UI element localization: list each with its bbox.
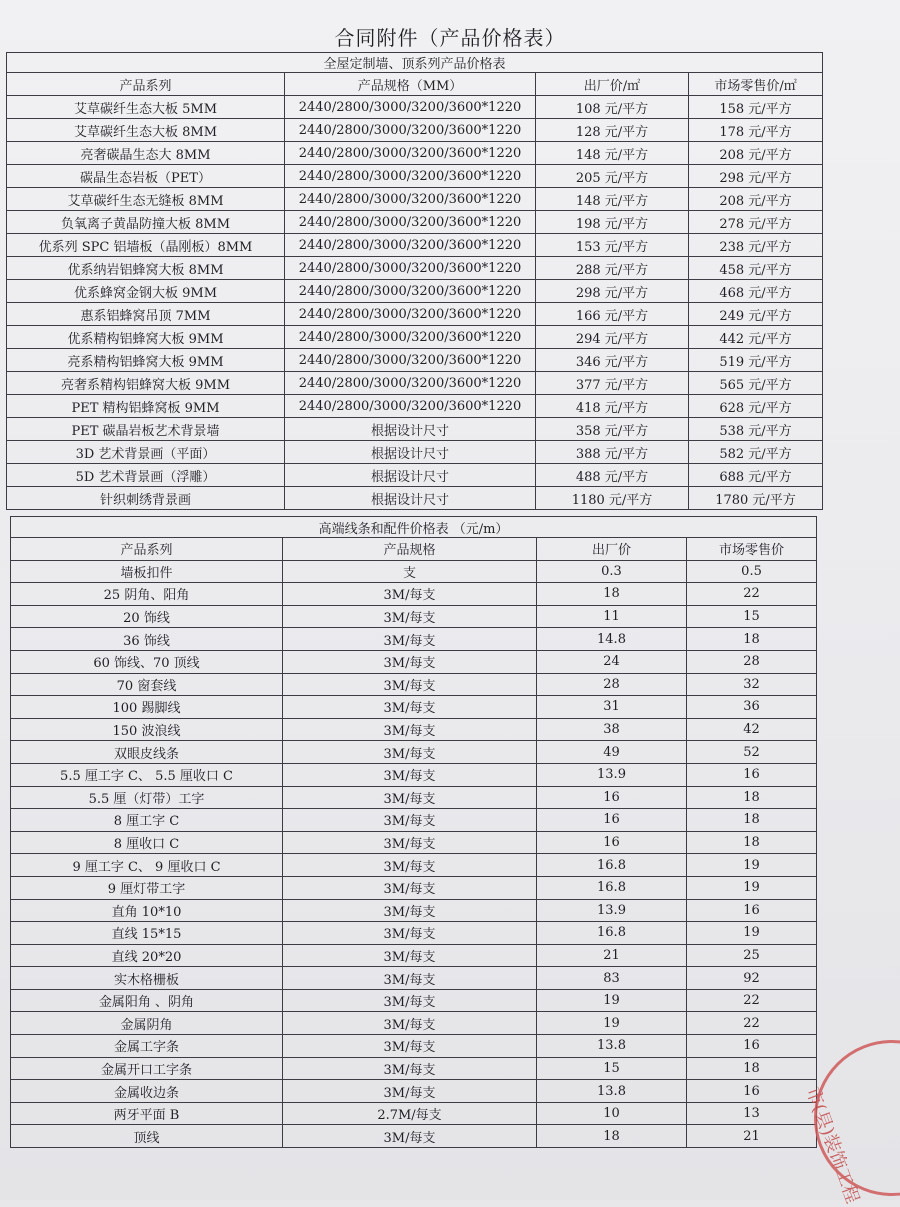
table-cell: 碳晶生态岩板（PET） xyxy=(7,165,285,188)
table-cell: 3M/每支 xyxy=(283,876,537,899)
table-cell: 10 xyxy=(537,1102,687,1125)
table-cell: 108 元/平方 xyxy=(536,96,689,119)
table-cell: 5.5 厘（灯带）工字 xyxy=(11,786,283,809)
table-row xyxy=(11,786,817,809)
table-cell: 148 元/平方 xyxy=(536,188,689,211)
table-cell: 49 xyxy=(537,741,687,764)
table-cell: 5D 艺术背景画（浮雕） xyxy=(7,464,285,487)
table-cell: 2440/2800/3000/3200/3600*1220 xyxy=(285,303,536,326)
table-row xyxy=(11,1125,817,1148)
table-row xyxy=(11,876,817,899)
table-row xyxy=(11,696,817,719)
table-cell: 18 xyxy=(687,809,817,832)
table-cell: 艾草碳纤生态大板 5MM xyxy=(7,96,285,119)
table-cell: 惠系铝蜂窝吊顶 7MM xyxy=(7,303,285,326)
table-cell: 3M/每支 xyxy=(283,696,537,719)
table-cell: 16 xyxy=(537,809,687,832)
table-row xyxy=(7,372,823,395)
table-row xyxy=(11,560,817,583)
column-header: 产品系列 xyxy=(7,73,285,96)
table-cell: 3M/每支 xyxy=(283,831,537,854)
table-cell: 70 窗套线 xyxy=(11,673,283,696)
table-cell: 358 元/平方 xyxy=(536,418,689,441)
table-cell: 298 元/平方 xyxy=(689,165,823,188)
table-cell: 亮奢碳晶生态大 8MM xyxy=(7,142,285,165)
column-header: 市场零售价 xyxy=(687,538,817,561)
table-cell: 60 饰线、70 顶线 xyxy=(11,650,283,673)
table-cell: 538 元/平方 xyxy=(689,418,823,441)
table-cell: 0.5 xyxy=(687,560,817,583)
table-cell: 178 元/平方 xyxy=(689,119,823,142)
table-row xyxy=(11,1080,817,1103)
table-cell: 42 xyxy=(687,718,817,741)
table-cell: 3M/每支 xyxy=(283,718,537,741)
table-cell: 22 xyxy=(687,989,817,1012)
table-cell: 3M/每支 xyxy=(283,650,537,673)
table-row xyxy=(7,349,823,372)
table-row xyxy=(11,922,817,945)
table-row xyxy=(11,763,817,786)
table-cell: 两牙平面 B xyxy=(11,1102,283,1125)
table-row xyxy=(11,1012,817,1035)
table-cell: 153 元/平方 xyxy=(536,234,689,257)
table-cell: 16 xyxy=(687,899,817,922)
table-row xyxy=(7,395,823,418)
column-header: 产品规格 xyxy=(283,538,537,561)
table-cell: 418 元/平方 xyxy=(536,395,689,418)
table-row xyxy=(7,280,823,303)
table-cell: 9 厘工字 C、 9 厘收口 C xyxy=(11,854,283,877)
column-header: 产品系列 xyxy=(11,538,283,561)
table-cell: 208 元/平方 xyxy=(689,142,823,165)
table-cell: 3M/每支 xyxy=(283,741,537,764)
table-cell: 205 元/平方 xyxy=(536,165,689,188)
table-row xyxy=(11,899,817,922)
table-row xyxy=(7,211,823,234)
table-cell: 249 元/平方 xyxy=(689,303,823,326)
table-cell: 2440/2800/3000/3200/3600*1220 xyxy=(285,211,536,234)
table-cell: 3M/每支 xyxy=(283,1035,537,1058)
table-cell: 458 元/平方 xyxy=(689,257,823,280)
table-cell: 31 xyxy=(537,696,687,719)
table-cell: 根据设计尺寸 xyxy=(285,464,536,487)
table-cell: 16.8 xyxy=(537,876,687,899)
table-cell: 16 xyxy=(537,786,687,809)
table-cell: 顶线 xyxy=(11,1125,283,1148)
table-cell: 2440/2800/3000/3200/3600*1220 xyxy=(285,395,536,418)
table-cell: 13.8 xyxy=(537,1080,687,1103)
table-cell: 金属收边条 xyxy=(11,1080,283,1103)
table-row xyxy=(7,441,823,464)
table-cell: 18 xyxy=(687,786,817,809)
table-cell: 优系蜂窝金钢大板 9MM xyxy=(7,280,285,303)
document-title: 合同附件（产品价格表） xyxy=(334,26,566,50)
table-cell: 13.9 xyxy=(537,899,687,922)
table-cell: 24 xyxy=(537,650,687,673)
table-row xyxy=(11,673,817,696)
table-cell: 32 xyxy=(687,673,817,696)
table-cell: 直线 15*15 xyxy=(11,922,283,945)
table-cell: 2440/2800/3000/3200/3600*1220 xyxy=(285,96,536,119)
table-cell: 9 厘灯带工字 xyxy=(11,876,283,899)
table-row xyxy=(11,1102,817,1125)
table-cell: 148 元/平方 xyxy=(536,142,689,165)
table-row xyxy=(11,605,817,628)
table-row xyxy=(7,165,823,188)
table-row xyxy=(11,944,817,967)
table-cell: 3M/每支 xyxy=(283,1057,537,1080)
table-row xyxy=(7,142,823,165)
table-cell: 3M/每支 xyxy=(283,967,537,990)
table-cell: 16 xyxy=(687,1035,817,1058)
table-cell: 388 元/平方 xyxy=(536,441,689,464)
table-row xyxy=(7,487,823,510)
table-cell: 2440/2800/3000/3200/3600*1220 xyxy=(285,257,536,280)
table-cell: 688 元/平方 xyxy=(689,464,823,487)
table-cell: 15 xyxy=(687,605,817,628)
table-cell: 8 厘收口 C xyxy=(11,831,283,854)
table-cell: 2440/2800/3000/3200/3600*1220 xyxy=(285,349,536,372)
table-cell: 支 xyxy=(283,560,537,583)
table-cell: 238 元/平方 xyxy=(689,234,823,257)
table-cell: 28 xyxy=(687,650,817,673)
table-cell: 565 元/平方 xyxy=(689,372,823,395)
table-cell: 3M/每支 xyxy=(283,899,537,922)
table-cell: 488 元/平方 xyxy=(536,464,689,487)
table-cell: 2440/2800/3000/3200/3600*1220 xyxy=(285,142,536,165)
table-cell: 双眼皮线条 xyxy=(11,741,283,764)
table-cell: 13.9 xyxy=(537,763,687,786)
table-cell: 3M/每支 xyxy=(283,763,537,786)
table-caption-row xyxy=(7,53,823,73)
table-cell: 128 元/平方 xyxy=(536,119,689,142)
table-cell: 3M/每支 xyxy=(283,1125,537,1148)
table-cell: 3M/每支 xyxy=(283,605,537,628)
table-cell: 198 元/平方 xyxy=(536,211,689,234)
table-cell: 3M/每支 xyxy=(283,583,537,606)
table-cell: 优系纳岩铝蜂窝大板 8MM xyxy=(7,257,285,280)
table-cell: 直角 10*10 xyxy=(11,899,283,922)
table-cell: 22 xyxy=(687,1012,817,1035)
table-cell: 19 xyxy=(687,922,817,945)
table-row xyxy=(7,418,823,441)
table-row xyxy=(7,234,823,257)
table-cell: 艾草碳纤生态无缝板 8MM xyxy=(7,188,285,211)
table-cell: 2440/2800/3000/3200/3600*1220 xyxy=(285,326,536,349)
table-cell: 19 xyxy=(687,876,817,899)
table-cell: 2440/2800/3000/3200/3600*1220 xyxy=(285,280,536,303)
table-row xyxy=(11,809,817,832)
table-cell: 2440/2800/3000/3200/3600*1220 xyxy=(285,165,536,188)
table-cell: 优系列 SPC 铝墙板（晶刚板）8MM xyxy=(7,234,285,257)
table-cell: 36 xyxy=(687,696,817,719)
table-cell: 25 阴角、阳角 xyxy=(11,583,283,606)
table-cell: PET 精构铝蜂窝板 9MM xyxy=(7,395,285,418)
table-cell: 298 元/平方 xyxy=(536,280,689,303)
table-cell: 16.8 xyxy=(537,854,687,877)
table-row xyxy=(7,96,823,119)
table-cell: 3M/每支 xyxy=(283,944,537,967)
table-cell: 5.5 厘工字 C、 5.5 厘收口 C xyxy=(11,763,283,786)
table-cell: 金属阳角 、阴角 xyxy=(11,989,283,1012)
table-cell: 468 元/平方 xyxy=(689,280,823,303)
table-cell: 1180 元/平方 xyxy=(536,487,689,510)
column-header: 出厂价/㎡ xyxy=(536,73,689,96)
table-cell: 582 元/平方 xyxy=(689,441,823,464)
table-cell: 377 元/平方 xyxy=(536,372,689,395)
table-caption: 高端线条和配件价格表 （元/m） xyxy=(11,517,817,538)
table-cell: PET 碳晶岩板艺术背景墙 xyxy=(7,418,285,441)
table-row xyxy=(7,188,823,211)
table-caption: 全屋定制墙、顶系列产品价格表 xyxy=(7,53,823,73)
table-cell: 2440/2800/3000/3200/3600*1220 xyxy=(285,188,536,211)
table-cell: 21 xyxy=(687,1125,817,1148)
table-cell: 25 xyxy=(687,944,817,967)
table-row xyxy=(11,831,817,854)
table-caption-row xyxy=(11,517,817,538)
table-cell: 8 厘工字 C xyxy=(11,809,283,832)
table-cell: 519 元/平方 xyxy=(689,349,823,372)
table-cell: 金属阴角 xyxy=(11,1012,283,1035)
table-cell: 11 xyxy=(537,605,687,628)
wall-ceiling-price-table xyxy=(6,52,823,510)
table-header-row xyxy=(11,538,817,561)
table-row xyxy=(11,1035,817,1058)
table-cell: 150 波浪线 xyxy=(11,718,283,741)
table-cell: 288 元/平方 xyxy=(536,257,689,280)
table-cell: 2440/2800/3000/3200/3600*1220 xyxy=(285,119,536,142)
table-cell: 442 元/平方 xyxy=(689,326,823,349)
table-cell: 18 xyxy=(537,1125,687,1148)
table-cell: 金属开口工字条 xyxy=(11,1057,283,1080)
table-cell: 15 xyxy=(537,1057,687,1080)
table-row xyxy=(7,326,823,349)
table-row xyxy=(7,464,823,487)
table-cell: 实木格栅板 xyxy=(11,967,283,990)
table-cell: 3D 艺术背景画（平面） xyxy=(7,441,285,464)
table-row xyxy=(11,628,817,651)
table-cell: 根据设计尺寸 xyxy=(285,441,536,464)
table-cell: 18 xyxy=(687,831,817,854)
table-cell: 3M/每支 xyxy=(283,854,537,877)
table-cell: 负氧离子黄晶防撞大板 8MM xyxy=(7,211,285,234)
table-cell: 346 元/平方 xyxy=(536,349,689,372)
trim-accessory-price-table xyxy=(10,516,817,1148)
table-cell: 19 xyxy=(537,1012,687,1035)
table-cell: 根据设计尺寸 xyxy=(285,487,536,510)
table-cell: 18 xyxy=(687,628,817,651)
column-header: 市场零售价/㎡ xyxy=(689,73,823,96)
table-cell: 278 元/平方 xyxy=(689,211,823,234)
table-cell: 直线 20*20 xyxy=(11,944,283,967)
table-cell: 208 元/平方 xyxy=(689,188,823,211)
table-cell: 3M/每支 xyxy=(283,922,537,945)
table-cell: 83 xyxy=(537,967,687,990)
table-cell: 28 xyxy=(537,673,687,696)
table-cell: 628 元/平方 xyxy=(689,395,823,418)
table-cell: 16 xyxy=(687,1080,817,1103)
table-row xyxy=(7,257,823,280)
table-header-row xyxy=(7,73,823,96)
table-cell: 亮奢系精构铝蜂窝大板 9MM xyxy=(7,372,285,395)
table-cell: 92 xyxy=(687,967,817,990)
table-cell: 优系精构铝蜂窝大板 9MM xyxy=(7,326,285,349)
table-cell: 21 xyxy=(537,944,687,967)
table-cell: 36 饰线 xyxy=(11,628,283,651)
column-header: 出厂价 xyxy=(537,538,687,561)
table-cell: 16 xyxy=(687,763,817,786)
table-cell: 金属工字条 xyxy=(11,1035,283,1058)
table-cell: 3M/每支 xyxy=(283,1012,537,1035)
table-cell: 22 xyxy=(687,583,817,606)
table-cell: 166 元/平方 xyxy=(536,303,689,326)
table-cell: 3M/每支 xyxy=(283,786,537,809)
table-cell: 3M/每支 xyxy=(283,628,537,651)
table-cell: 19 xyxy=(537,989,687,1012)
table-cell: 针织刺绣背景画 xyxy=(7,487,285,510)
table-row xyxy=(11,650,817,673)
table-row xyxy=(11,967,817,990)
table-cell: 18 xyxy=(537,583,687,606)
table-cell: 亮系精构铝蜂窝大板 9MM xyxy=(7,349,285,372)
table-cell: 根据设计尺寸 xyxy=(285,418,536,441)
company-seal xyxy=(801,1040,900,1207)
table-cell: 1780 元/平方 xyxy=(689,487,823,510)
table-cell: 294 元/平方 xyxy=(536,326,689,349)
table-row xyxy=(11,1057,817,1080)
table-cell: 3M/每支 xyxy=(283,989,537,1012)
table-cell: 38 xyxy=(537,718,687,741)
table-cell: 0.3 xyxy=(537,560,687,583)
table-cell: 14.8 xyxy=(537,628,687,651)
table-cell: 2440/2800/3000/3200/3600*1220 xyxy=(285,234,536,257)
table-cell: 16 xyxy=(537,831,687,854)
table-row xyxy=(11,854,817,877)
table-cell: 16.8 xyxy=(537,922,687,945)
table-cell: 100 踢脚线 xyxy=(11,696,283,719)
table-row xyxy=(11,718,817,741)
table-row xyxy=(11,583,817,606)
table-cell: 13.8 xyxy=(537,1035,687,1058)
table-row xyxy=(7,119,823,142)
table-cell: 墙板扣件 xyxy=(11,560,283,583)
seal-text: 市(县)装饰工程 xyxy=(801,1084,863,1207)
table-cell: 158 元/平方 xyxy=(689,96,823,119)
table-cell: 18 xyxy=(687,1057,817,1080)
table-row xyxy=(11,989,817,1012)
table-row xyxy=(11,741,817,764)
column-header: 产品规格（MM） xyxy=(285,73,536,96)
table-cell: 2.7M/每支 xyxy=(283,1102,537,1125)
table-cell: 19 xyxy=(687,854,817,877)
table-row xyxy=(7,303,823,326)
table-cell: 20 饰线 xyxy=(11,605,283,628)
table-cell: 3M/每支 xyxy=(283,809,537,832)
table-cell: 艾草碳纤生态大板 8MM xyxy=(7,119,285,142)
table-cell: 52 xyxy=(687,741,817,764)
table-cell: 2440/2800/3000/3200/3600*1220 xyxy=(285,372,536,395)
table-cell: 3M/每支 xyxy=(283,673,537,696)
table-cell: 13 xyxy=(687,1102,817,1125)
table-cell: 3M/每支 xyxy=(283,1080,537,1103)
